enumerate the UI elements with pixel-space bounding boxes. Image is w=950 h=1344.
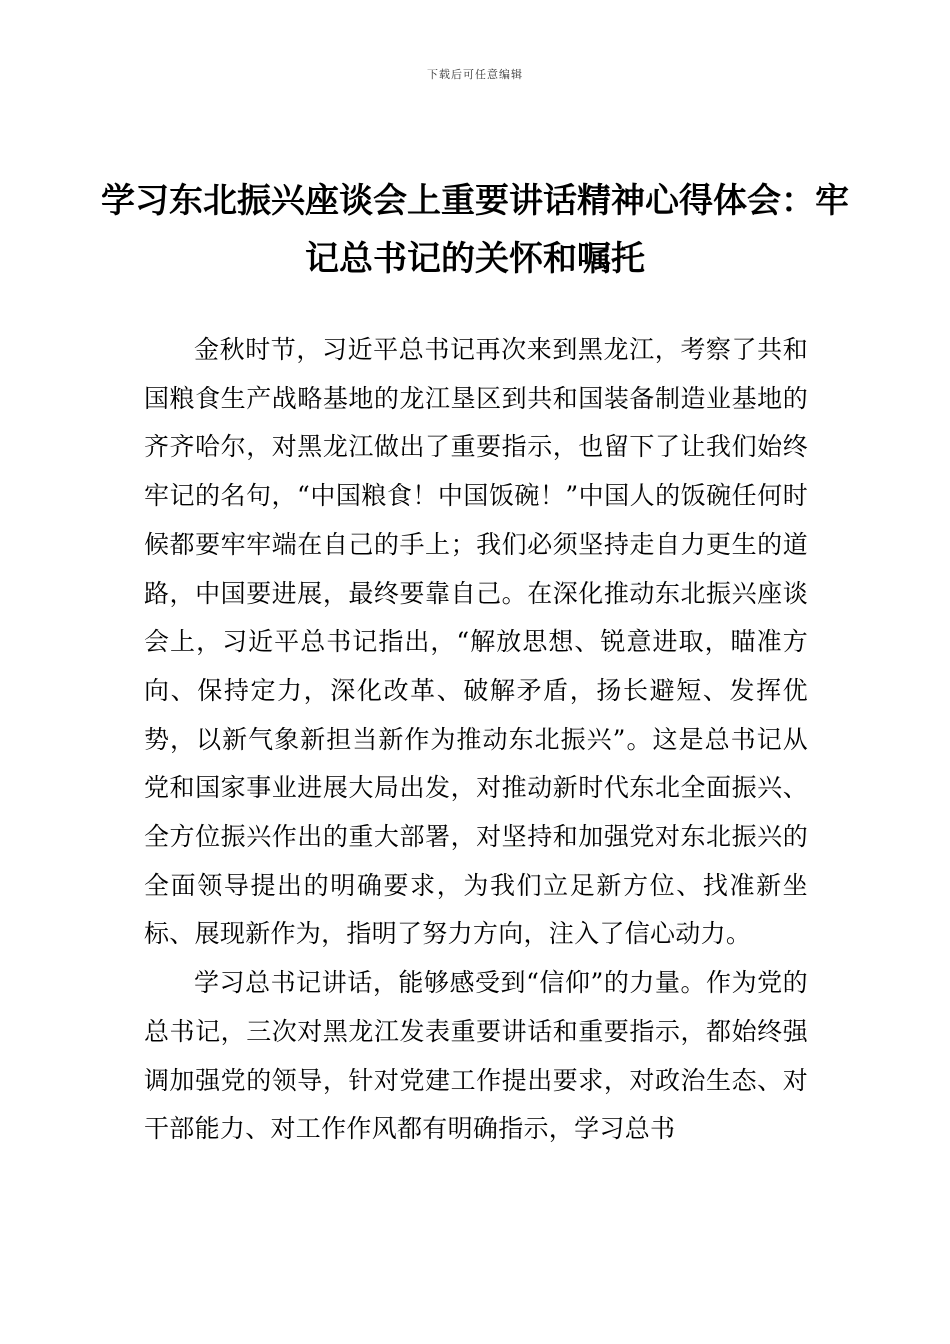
body-text bbox=[144, 326, 808, 1154]
paragraph-2: 学习总书记讲话，能够感受到“信仰”的力量。作为党的总书记，三次对黑龙江发表重要讲话和重要指示，都始终强调加强党的领导，针对党建工作提出要求，对政治生态、对干部能力、对工作作风都有明确指示，学习总书 bbox=[144, 968, 808, 1144]
header-note: 下载后可任意编辑 bbox=[427, 68, 523, 81]
document-title: 学习东北振兴座谈会上重要讲话精神心得体会：牢记总书记的关怀和嘱托 bbox=[101, 181, 849, 279]
paragraph-1: 金秋时节，习近平总书记再次来到黑龙江，考察了共和国粮食生产战略基地的龙江垦区到共和国装备制造业基地的齐齐哈尔，对黑龙江做出了重要指示，也留下了让我们始终牢记的名句，“中国粮食！中国饭碗！”中国人的饭碗任何时候都要牢牢端在自己的手上；我们必须坚持走自力更生的道路，中国要进展，最终要靠自己。在深化推动东北振兴座谈会上，习近平总书记指出，“解放思想、锐意进取，瞄准方向、保持定力，深化改革、破解矛盾，扬长避短、发挥优势，以新气象新担当新作为推动东北振兴”。这是总书记从党和国家事业进展大局出发，对推动新时代东北全面振兴、全方位振兴作出的重大部署，对坚持和加强党对东北振兴的全面领导提出的明确要求，为我们立足新方位、找准新坐标、展现新作为，指明了努力方向，注入了信心动力。 bbox=[144, 335, 808, 949]
